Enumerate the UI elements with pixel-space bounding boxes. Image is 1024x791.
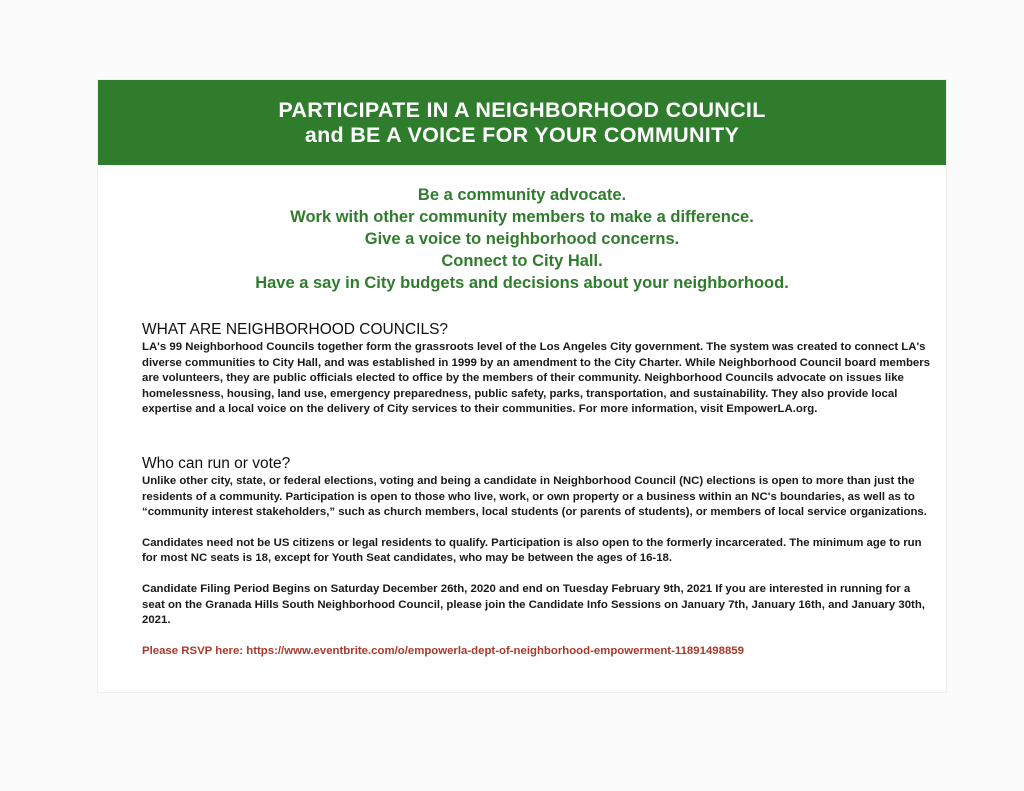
tagline: Connect to City Hall. bbox=[441, 252, 603, 270]
filing-period-paragraph: Candidate Filing Period Begins on Saturday December 26th, 2020 and end on Tuesday February 9th, 2021 If you are interested in running for a seat on the Granada Hills South Neighborhood Council, please join the Candidate Info Sessions on January 7th, January 16th, and January 30th, 2021. bbox=[142, 582, 925, 627]
rsvp-link[interactable]: Please RSVP here: https://www.eventbrite.com/o/empowerla-dept-of-neighborhood-empowerment-11891498859 bbox=[142, 644, 744, 657]
tagline: Give a voice to neighborhood concerns. bbox=[364, 230, 680, 248]
banner-title-line-1: PARTICIPATE IN A NEIGHBORHOOD COUNCIL bbox=[278, 97, 766, 122]
what-are-section bbox=[142, 320, 932, 418]
eligibility-paragraph: Unlike other city, state, or federal elections, voting and being a candidate in Neighborhood Council (NC) elections is open to more than just the residents of a community. Participation is open to those who live, work, or own property or a business within an NC's boundaries, as well as to “community interest stakeholders,” such as church members, local students (or parents of students), or members of local service organizations. bbox=[142, 475, 927, 519]
who-can-heading: Who can run or vote? bbox=[142, 455, 291, 472]
what-are-body: LA's 99 Neighborhood Councils together form the grassroots level of the Los Angeles City government. The system was created to connect LA's diverse communities to City Hall, and was established in 1999 by an amendment to the City Charter. While Neighborhood Council board members are volunteers, they are public officials elected to office by the members of their community. Neighborhood Councils advocate on issues like homelessness, housing, land use, emergency preparedness, public safety, parks, transportation, and sustainability. They also provide local expertise and a local voice on the delivery of City services to their communities. For more information, visit EmpowerLA.org. bbox=[142, 341, 931, 416]
tagline-list bbox=[98, 184, 946, 294]
flyer-card bbox=[98, 80, 946, 692]
qualification-paragraph: Candidates need not be US citizens or legal residents to qualify. Participation is also open to the formerly incarcerated. The minimum age to run for most NC seats is 18, except for Youth Seat candidates, who may be between the ages of 16-18. bbox=[142, 536, 922, 565]
banner-title-line-2: and BE A VOICE FOR YOUR COMMUNITY bbox=[304, 122, 740, 147]
what-are-heading: WHAT ARE NEIGHBORHOOD COUNCILS? bbox=[142, 321, 449, 338]
tagline: Be a community advocate. bbox=[417, 186, 627, 204]
tagline: Work with other community members to make a difference. bbox=[290, 208, 754, 226]
who-can-section bbox=[142, 454, 932, 671]
tagline: Have a say in City budgets and decisions about your neighborhood. bbox=[255, 274, 789, 292]
header-banner bbox=[98, 80, 946, 165]
